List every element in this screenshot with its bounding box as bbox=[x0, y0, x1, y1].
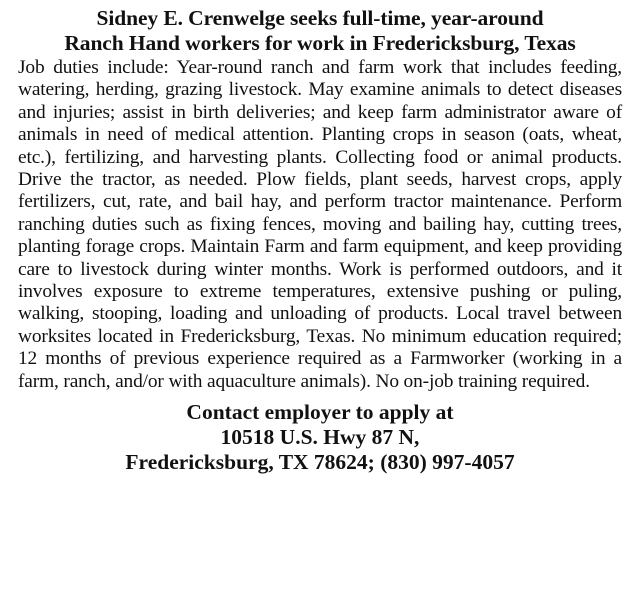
job-duties-text: Job duties include: Year-round ranch and farm work that includes feeding, watering, herding, grazing livestock. May examine animals to detect diseases and injuries; assist in birth deliveries; and keep farm administrator aware of animals in need of medical attention. Planting crops in season (oats, wheat, etc.), fertilizing, and harvesting plants. Collecting food or animal products. Drive the tractor, as needed. Plow fields, plant seeds, harvest crops, apply fertilizers, cut, rate, and bail hay, and perform tractor maintenance. Perform ranching duties such as fixing fences, moving and bailing hay, cutting trees, planting forage crops. Maintain Farm and farm equipment, and keep providing care to livestock during winter months. Work is performed outdoors, and it involves exposure to extreme temperatures, extensive pushing or puling, walking, stooping, loading and unloading of products. Local travel between worksites located in Fredericksburg, Texas. No minimum education required; 12 months of previous experience required as a Farmworker (working in a farm, ranch, and/or with aquaculture animals). No on-job training required. bbox=[18, 57, 622, 392]
contact-block bbox=[18, 400, 622, 475]
contact-address: 10518 U.S. Hwy 87 N, bbox=[220, 425, 420, 450]
headline-line-2: Ranch Hand workers for work in Fredericksburg, Texas bbox=[64, 31, 576, 55]
contact-city-phone: Fredericksburg, TX 78624; (830) 997-4057 bbox=[125, 450, 515, 475]
ad-headline bbox=[18, 6, 622, 56]
headline-line-1: Sidney E. Crenwelge seeks full-time, year-around bbox=[96, 6, 544, 30]
contact-line-1: Contact employer to apply at bbox=[186, 400, 454, 425]
